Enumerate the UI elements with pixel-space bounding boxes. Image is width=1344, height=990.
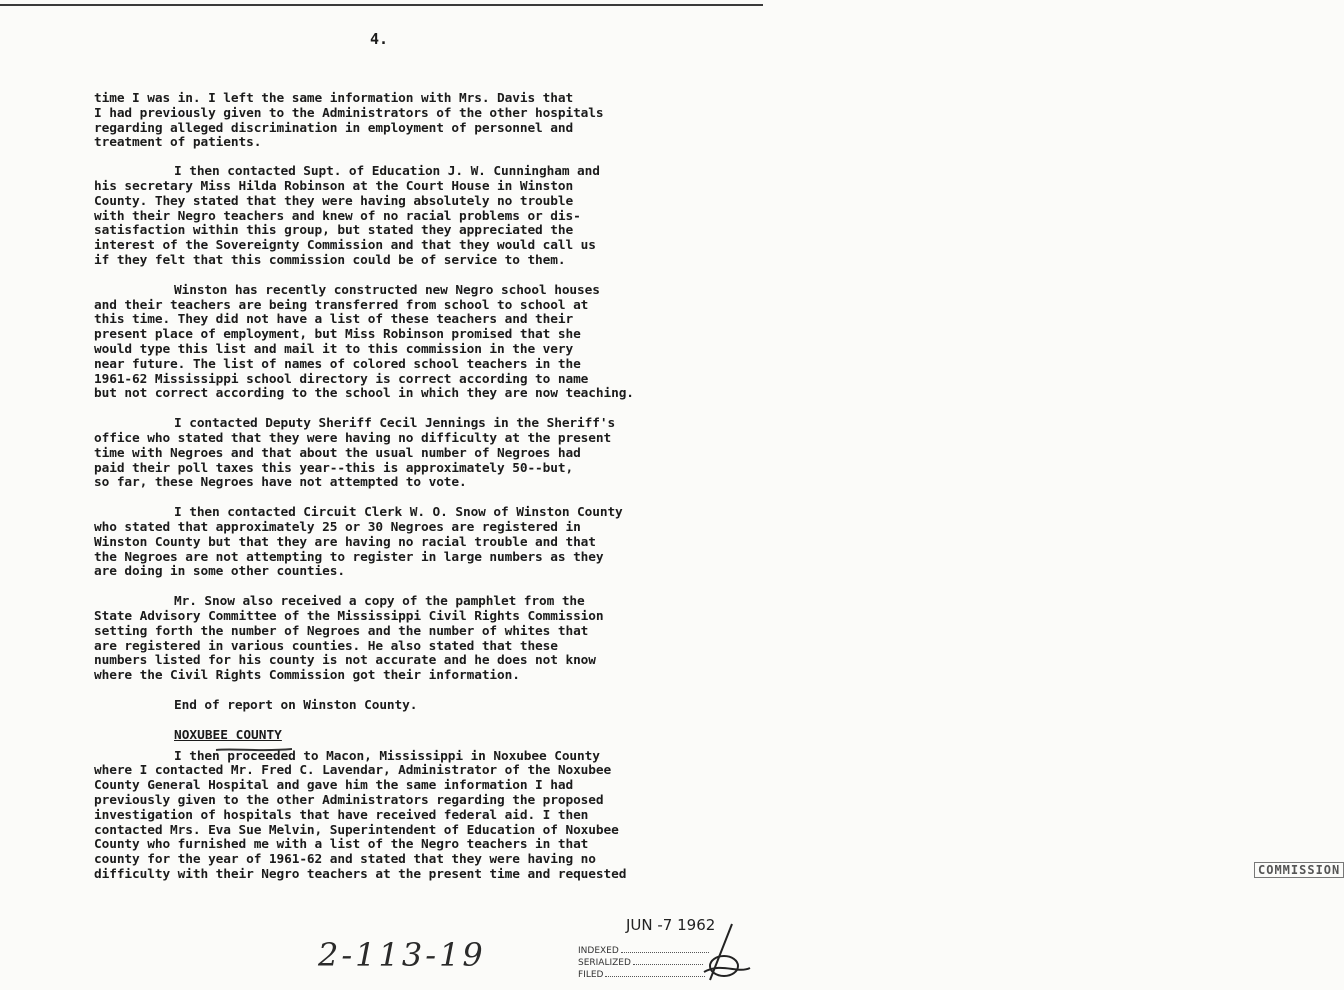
text-line: this time. They did not have a list of these teachers and their [94, 312, 574, 328]
text-line: numbers listed for his county is not accurate and he does not know [94, 653, 596, 669]
document-body [94, 92, 744, 883]
paragraph-cunningham [94, 165, 744, 269]
text-line: State Advisory Committee of the Mississippi Civil Rights Commission [94, 608, 604, 624]
paragraph-snow [94, 506, 744, 580]
text-line: County General Hospital and gave him the same information I had [94, 778, 574, 794]
text-line: investigation of hospitals that have received federal aid. I then [94, 807, 589, 823]
text-line: I then contacted Supt. of Education J. W. Cunningham and [174, 164, 600, 180]
section-heading-block [94, 728, 744, 746]
page-number: 4. [370, 30, 389, 48]
text-line: the Negroes are not attempting to register in large numbers as they [94, 549, 604, 565]
text-line: I had previously given to the Administrators of the other hospitals [94, 105, 604, 121]
paragraph-jennings [94, 417, 744, 491]
text-line: contacted Mrs. Eva Sue Melvin, Superintendent of Education of Noxubee [94, 822, 619, 838]
text-line: are registered in various counties. He also stated that these [94, 638, 558, 654]
text-line: where I contacted Mr. Fred C. Lavendar, Administrator of the Noxubee [94, 763, 612, 779]
text-line: difficulty with their Negro teachers at the present time and requested [94, 867, 627, 883]
stamp-row-indexed [578, 946, 709, 956]
text-line: with their Negro teachers and knew of no racial problems or dis- [94, 208, 581, 224]
section-heading: NOXUBEE COUNTY [174, 727, 282, 743]
text-line: so far, these Negroes have not attempted to vote. [94, 475, 467, 491]
stamp-row-label: SERIALIZED [578, 958, 631, 968]
text-line: county for the year of 1961-62 and stated that they were having no [94, 852, 596, 868]
paragraph-davis [94, 92, 744, 151]
text-line: where the Civil Rights Commission got their information. [94, 668, 520, 684]
text-line: present place of employment, but Miss Robinson promised that she [94, 327, 581, 343]
handwritten-file-number: 2-113-19 [318, 936, 486, 974]
paragraph-pamphlet [94, 595, 744, 684]
paragraph-end-of-report [94, 699, 744, 714]
stamp-row-label: FILED [578, 970, 604, 980]
text-line: regarding alleged discrimination in employment of personnel and [94, 120, 574, 136]
text-line: County who furnished me with a list of the Negro teachers in that [94, 837, 589, 853]
text-line: 1961-62 Mississippi school directory is correct according to name [94, 371, 589, 387]
text-line: County. They stated that they were having absolutely no trouble [94, 193, 574, 209]
text-line: his secretary Miss Hilda Robinson at the Court House in Winston [94, 178, 574, 194]
text-line: time with Negroes and that about the usual number of Negroes had [94, 445, 581, 461]
text-line: I then proceeded to Macon, Mississippi in Noxubee County [174, 748, 600, 764]
stamp-commission-text: COMMISSION [1254, 862, 1344, 878]
text-line: setting forth the number of Negroes and the number of whites that [94, 623, 589, 639]
text-line: would type this list and mail it to this commission in the very [94, 341, 574, 357]
text-line: but not correct according to the school in which they are now teaching. [94, 386, 634, 402]
text-line: interest of the Sovereignty Commission and that they would call us [94, 238, 596, 254]
text-line: paid their poll taxes this year--this is approximately 50--but, [94, 460, 574, 476]
pen-underline-mark [214, 747, 294, 753]
stamp-row-filed [578, 970, 705, 980]
text-line: are doing in some other counties. [94, 564, 345, 580]
text-line: previously given to the other Administrators regarding the proposed [94, 793, 604, 809]
text-line: Winston has recently constructed new Negro school houses [174, 282, 600, 298]
text-line: End of report on Winston County. [174, 697, 418, 713]
text-line: Winston County but that they are having no racial trouble and that [94, 534, 596, 550]
text-line: office who stated that they were having no difficulty at the present [94, 430, 612, 446]
text-line: near future. The list of names of colored school teachers in the [94, 356, 581, 372]
text-line: Mr. Snow also received a copy of the pamphlet from the [174, 594, 585, 610]
paragraph-schools [94, 284, 744, 402]
text-line: if they felt that this commission could be of service to them. [94, 252, 566, 268]
text-line: time I was in. I left the same information with Mrs. Davis that [94, 91, 574, 106]
stamp-row-label: INDEXED [578, 946, 619, 956]
text-line: satisfaction within this group, but stated they appreciated the [94, 223, 574, 239]
top-border-line [0, 4, 763, 6]
text-line: and their teachers are being transferred from school to school at [94, 297, 589, 313]
text-line: who stated that approximately 25 or 30 Negroes are registered in [94, 519, 581, 535]
text-line: I then contacted Circuit Clerk W. O. Snow of Winston County [174, 505, 623, 521]
text-line: treatment of patients. [94, 135, 262, 151]
stamp-date: JUN -7 1962 [626, 916, 716, 934]
initials-mark [692, 922, 752, 982]
filing-stamp [574, 858, 1341, 988]
stamp-row-serialized [578, 958, 703, 968]
text-line: I contacted Deputy Sheriff Cecil Jennings in the Sheriff's [174, 416, 616, 432]
